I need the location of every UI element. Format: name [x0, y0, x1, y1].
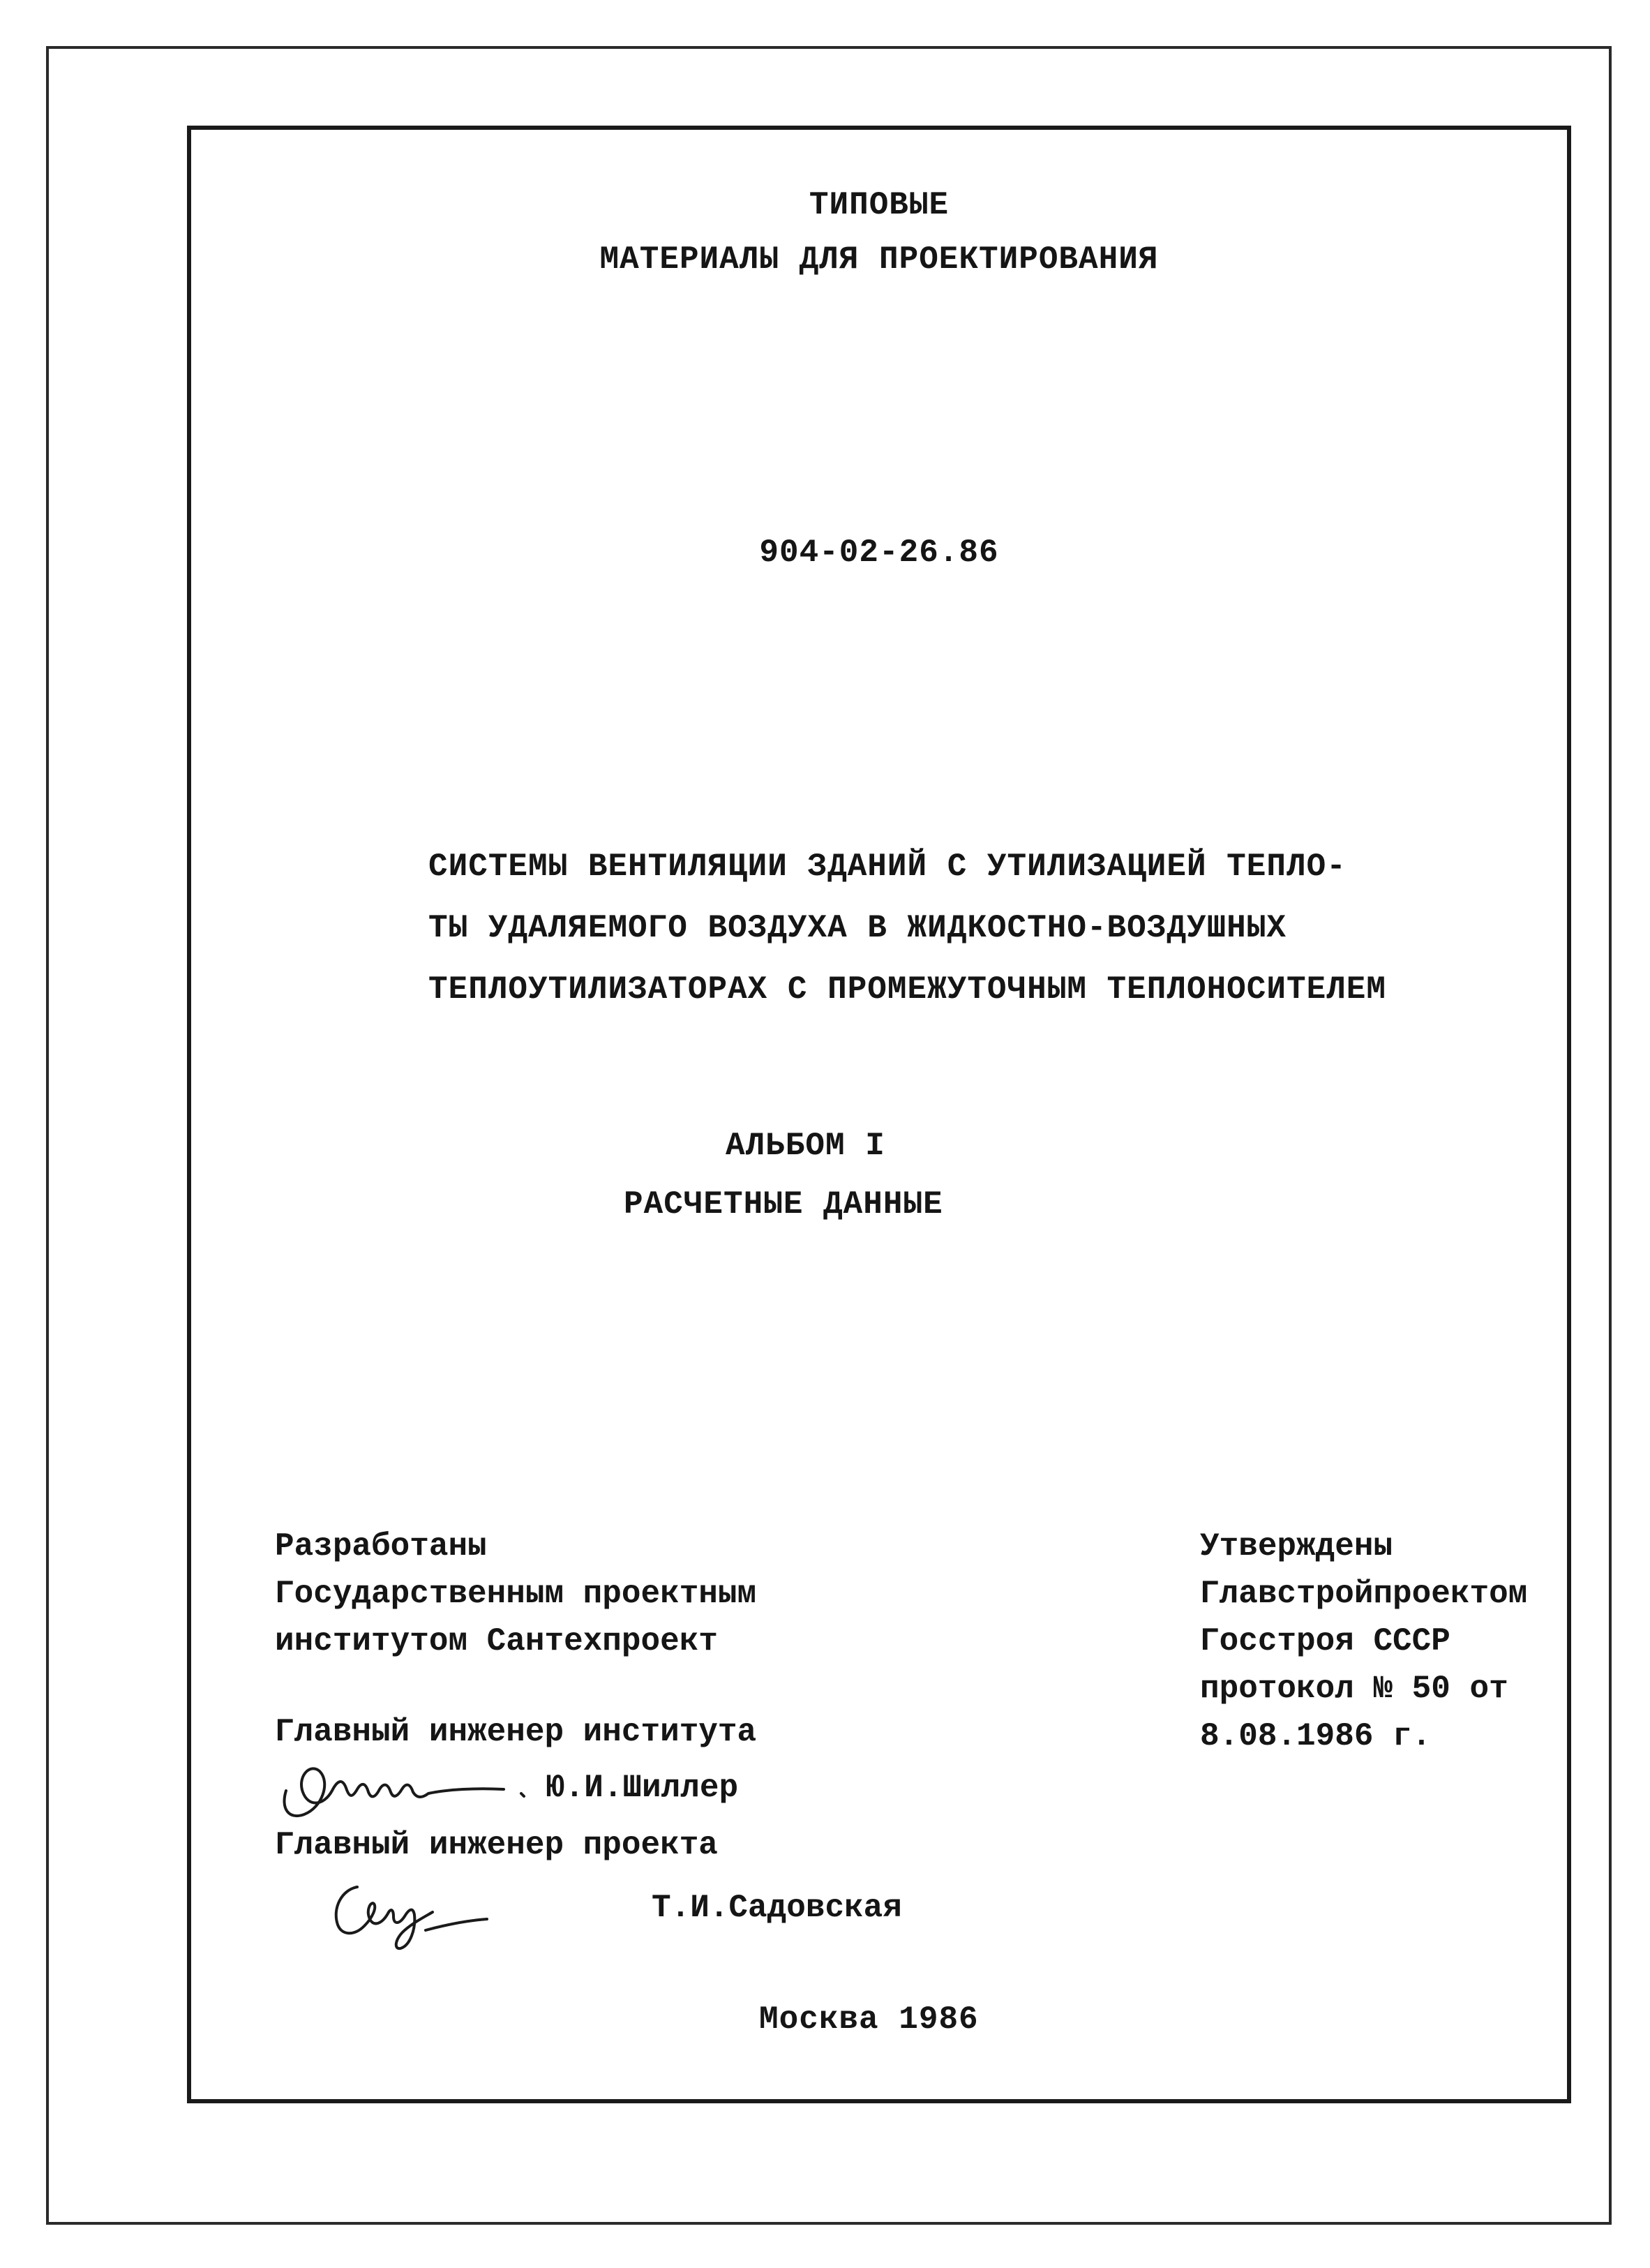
- developed-by-block: [275, 1523, 756, 1665]
- album-label: АЛЬБОМ I: [726, 1128, 885, 1164]
- chief-engineer-institute-label: Главный инженер института: [275, 1714, 757, 1750]
- approved-date: 8.08.1986 г.: [1200, 1718, 1432, 1754]
- title-line-3: ТЕПЛОУТИЛИЗАТОРАХ С ПРОМЕЖУТОЧНЫМ ТЕПЛОНОСИТЕЛЕМ: [428, 971, 1387, 1008]
- document-number: 904-02-26.86: [759, 535, 999, 571]
- approved-label: Утверждены: [1200, 1528, 1393, 1565]
- title-sheet-frame: [187, 126, 1571, 2103]
- developed-org-line-1: Государственным проектным: [275, 1576, 757, 1612]
- approved-org-line-2: Госстроя СССР: [1200, 1623, 1450, 1659]
- signature-shiller-icon: [273, 1747, 539, 1831]
- signature-sadovskaya-icon: [321, 1866, 502, 1957]
- developed-label: Разработаны: [275, 1528, 487, 1565]
- album-subtitle: РАСЧЕТНЫЕ ДАННЫЕ: [624, 1186, 943, 1223]
- developed-org-line-2: институтом Сантехпроект: [275, 1623, 718, 1659]
- header-typical: ТИПОВЫЕ: [809, 187, 950, 223]
- title-line-2: ТЫ УДАЛЯЕМОГО ВОЗДУХА В ЖИДКОСТНО-ВОЗДУШНЫХ: [428, 910, 1287, 946]
- approved-by-block: [1200, 1523, 1527, 1760]
- chief-engineer-project-label: Главный инженер проекта: [275, 1827, 718, 1863]
- chief-engineer-institute-name: Ю.И.Шиллер: [546, 1770, 739, 1806]
- approved-protocol: протокол № 50 от: [1200, 1671, 1508, 1707]
- header-design-materials: МАТЕРИАЛЫ ДЛЯ ПРОЕКТИРОВАНИЯ: [599, 241, 1159, 278]
- city-year: Москва 1986: [759, 2001, 979, 2038]
- approved-org-line-1: Главстройпроектом: [1200, 1576, 1528, 1612]
- title-line-1: СИСТЕМЫ ВЕНТИЛЯЦИИ ЗДАНИЙ С УТИЛИЗАЦИЕЙ ТЕПЛО-: [428, 849, 1347, 885]
- chief-engineer-project-name: Т.И.Садовская: [652, 1890, 902, 1926]
